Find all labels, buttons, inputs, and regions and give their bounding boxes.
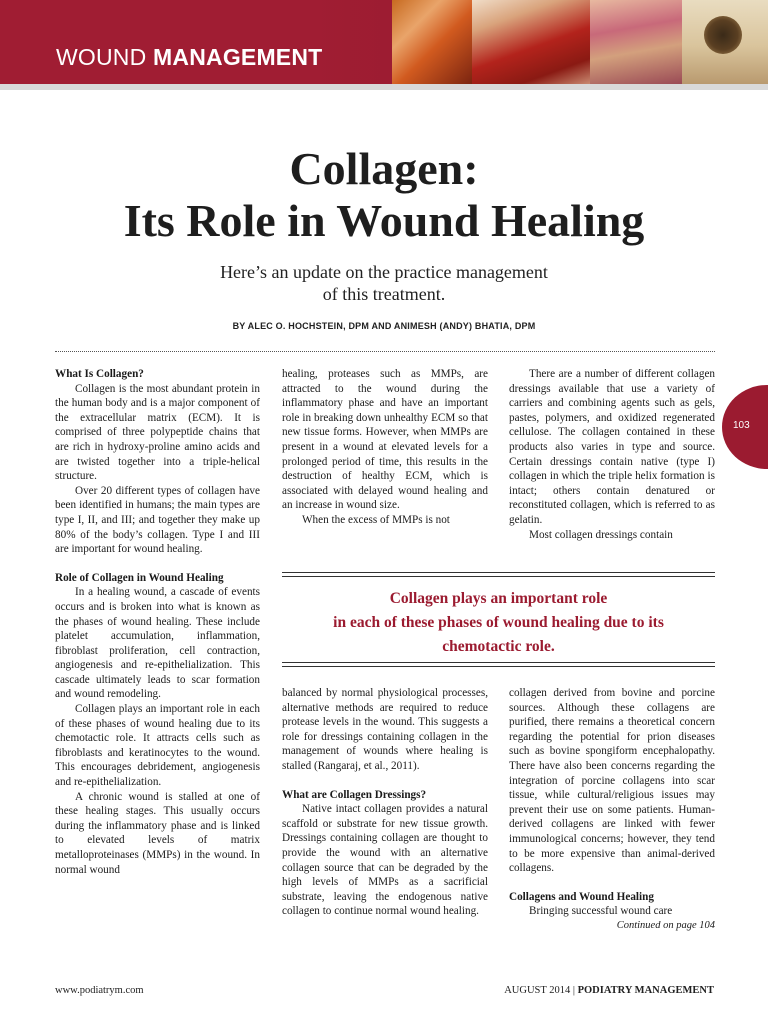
article-title-line1: Collagen: (289, 143, 479, 194)
page-number: 103 (733, 420, 750, 431)
pullquote-rule (282, 576, 715, 577)
section-title-light: WOUND (56, 44, 147, 70)
paragraph: Collagen plays an important role in each of these phases of wound healing due to its chemotactic role. It attracts cells such as fibroblasts and keratinocytes to the wound. This encourages debridement, angiogenesis and re-epithelialization. (55, 703, 260, 789)
header-stripe (0, 84, 768, 90)
footer-date: AUGUST 2014 | (504, 985, 575, 996)
pull-quote-line: in each of these phases of wound healing due to its (333, 614, 664, 631)
wound-photo-2 (472, 0, 590, 84)
byline: BY ALEC O. HOCHSTEIN, DPM AND ANIMESH (ANDY) BHATIA, DPM (232, 321, 536, 331)
paragraph: healing, proteases such as MMPs, are attracted to the wound during the inflammatory phase and have an important role in breaking down unhealthy ECM so that new tissue forms. However, when MMPs are present in a wound at elevated levels for a prolonged period of time, this results in the destruction of healthy ECM, which is associated with delayed wound healing and an increase in wound size. (282, 368, 488, 512)
paragraph: Collagen is the most abundant protein in the human body and is a major component of the extracellular matrix (ECM). It is comprised of three polypeptide chains that are rich in hydroxy-proline amino acids and are twisted together into a triple-helical structure. (55, 382, 260, 483)
paragraph: A chronic wound is stalled at one of these healing stages. This usually occurs during the inflammatory phase and is linked to elevated levels of matrix metalloproteinases (MMPs) in the wound. In normal wound (55, 790, 260, 876)
paragraph: There are a number of different collagen dressings available that use a variety of carriers and combining agents such as gels, pastes, polymers, and oxidized regenerated cellulose. The collagen contained in these products also varies in type and source. Certain dressings contain native (type I) collagen in which the triple helix formation is intact; others contain denatured or reconstituted collagen, which is referred to as gelatin. (509, 368, 715, 526)
wound-photo-3 (590, 0, 682, 84)
heading-what-is-collagen: What Is Collagen? (55, 368, 144, 380)
dotted-divider (55, 351, 715, 352)
wound-photo-4 (682, 0, 768, 84)
paragraph: balanced by normal physiological processes, alternative methods are required to reduce protease levels in the wound. This suggests a role for dressings containing collagen in the management of wounds where healing is stalled (Rangaraj, et al., 2011). (282, 687, 488, 772)
footer-right (504, 985, 714, 996)
pull-quote (282, 587, 715, 659)
section-title (56, 44, 322, 71)
paragraph: In a healing wound, a cascade of events occurs and is broken into what is known as the phases of wound healing. These include platelet accumulation, inflammation, fibroblast proliferation, cell contraction, angiogenesis and re-epithelialization. This cascade ultimately leads to scar formation and wound remodeling. (55, 586, 260, 701)
wound-photo-1 (392, 0, 472, 84)
footer-magazine: PODIATRY MANAGEMENT (577, 985, 714, 996)
article-title-line2: Its Role in Wound Healing (123, 195, 645, 246)
column-3-bottom (509, 686, 715, 934)
paragraph: Most collagen dressings contain (529, 528, 673, 541)
pullquote-rule (282, 662, 715, 663)
column-3-top (509, 367, 715, 542)
pullquote-rule (282, 572, 715, 573)
column-2-bottom (282, 686, 488, 919)
section-title-bold: MANAGEMENT (153, 44, 323, 70)
paragraph: When the excess of MMPs is not (302, 513, 450, 526)
heading-collagens-and-wound-healing: Collagens and Wound Healing (509, 890, 654, 903)
paragraph: collagen derived from bovine and porcine sources. Although these collagens are purified, there remains a theoretical concern regarding the potential for prion diseases such as bovine spongiform encephalopathy. There have also been concerns regarding the integration of porcine collagens into scar tissue, while cultural/religious issues may prevent their use on some patients. Human-derived collagens are linked with fewer immunological concerns; however, they tend to be more expensive than animal-derived collagens. (509, 687, 715, 875)
column-1 (55, 367, 260, 877)
continued-note: Continued on page 104 (616, 919, 715, 931)
pull-quote-line: chemotactic role. (442, 638, 555, 655)
paragraph: Native intact collagen provides a natural scaffold or substrate for new tissue growth. Dressings containing collagen are thought to provide the wound with an alternative collagen source that can be degraded by the high levels of MMPs as a sacrificial substrate, leaving the endogenous native collagen to continue normal wound healing. (282, 803, 488, 918)
pullquote-rule (282, 666, 715, 667)
heading-role-of-collagen: Role of Collagen in Wound Healing (55, 571, 224, 584)
heading-collagen-dressings: What are Collagen Dressings? (282, 788, 427, 801)
paragraph: Bringing successful wound care (529, 905, 673, 918)
footer-website: www.podiatrym.com (55, 985, 144, 996)
wound-hole (704, 16, 742, 54)
header-banner (0, 0, 768, 84)
column-2-top (282, 367, 488, 528)
article-subtitle-line2: of this treatment. (322, 284, 446, 304)
article-subtitle-line1: Here’s an update on the practice management (220, 262, 548, 282)
paragraph: Over 20 different types of collagen have been identified in humans; the main types are type I, II, and III; and together they make up 80% of the body’s collagen. Type I and III are important for wound healing. (55, 484, 260, 556)
pull-quote-line: Collagen plays an important role (389, 590, 608, 607)
